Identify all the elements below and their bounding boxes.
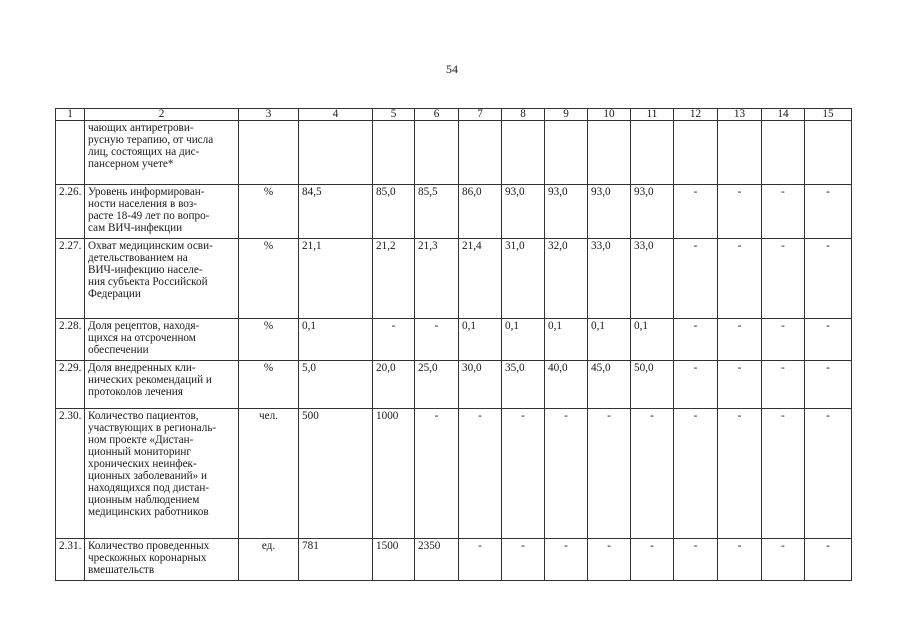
- header-cell: 4: [299, 109, 373, 121]
- value-cell: 500: [299, 409, 373, 539]
- value-cell: -: [588, 539, 631, 581]
- value-cell: 33,0: [631, 239, 674, 319]
- value-cell: -: [674, 361, 718, 409]
- unit-cell: ед.: [239, 539, 299, 581]
- value-cell: -: [674, 239, 718, 319]
- value-cell: -: [674, 185, 718, 239]
- indicator-name-line: Уровень информирован-: [88, 186, 205, 198]
- row-id: [56, 121, 85, 185]
- value-cell: [415, 121, 459, 185]
- value-cell: 86,0: [459, 185, 502, 239]
- value-cell: 32,0: [545, 239, 588, 319]
- value-cell: -: [762, 239, 805, 319]
- header-cell: 9: [545, 109, 588, 121]
- indicator-name-line: сам ВИЧ-инфекции: [88, 222, 183, 234]
- unit-cell: %: [239, 361, 299, 409]
- indicator-name-line: расте 18-49 лет по вопро-: [88, 210, 210, 222]
- indicator-name-line: обеспечении: [88, 344, 149, 356]
- value-cell: 21,3: [415, 239, 459, 319]
- header-cell: 2: [85, 109, 239, 121]
- value-cell: [718, 121, 762, 185]
- value-cell: -: [373, 319, 415, 361]
- value-cell: 33,0: [588, 239, 631, 319]
- value-cell: [299, 121, 373, 185]
- table-row: [56, 121, 852, 185]
- unit-cell: %: [239, 239, 299, 319]
- indicator-name: [85, 121, 239, 185]
- header-cell: 12: [674, 109, 718, 121]
- value-cell: [459, 121, 502, 185]
- header-cell: 5: [373, 109, 415, 121]
- indicator-name-line: детельствованием на: [88, 252, 188, 264]
- indicator-name-line: лиц, состоящих на дис-: [88, 146, 200, 158]
- value-cell: -: [545, 409, 588, 539]
- indicator-name: [85, 539, 239, 581]
- indicator-name-line: Количество проведенных: [88, 540, 210, 552]
- value-cell: -: [459, 409, 502, 539]
- value-cell: 5,0: [299, 361, 373, 409]
- value-cell: [373, 121, 415, 185]
- indicator-name-line: ности населения в воз-: [88, 198, 198, 210]
- value-cell: -: [718, 539, 762, 581]
- indicator-name-line: чрескожных коронарных: [88, 552, 207, 564]
- value-cell: [762, 121, 805, 185]
- value-cell: 0,1: [631, 319, 674, 361]
- table-row: [56, 361, 852, 409]
- row-id: 2.26.: [56, 185, 85, 239]
- value-cell: -: [762, 539, 805, 581]
- value-cell: 84,5: [299, 185, 373, 239]
- indicator-name-line: щихся на отсроченном: [88, 332, 196, 344]
- header-cell: 3: [239, 109, 299, 121]
- value-cell: 21,4: [459, 239, 502, 319]
- indicator-name-line: вмешательств: [88, 564, 155, 576]
- value-cell: 25,0: [415, 361, 459, 409]
- indicator-name-line: ном проекте «Дистан-: [88, 434, 194, 446]
- value-cell: 0,1: [299, 319, 373, 361]
- value-cell: -: [502, 409, 545, 539]
- indicator-name-line: Охват медицинским осви-: [88, 240, 213, 252]
- row-id: 2.30.: [56, 409, 85, 539]
- value-cell: -: [718, 239, 762, 319]
- header-cell: 6: [415, 109, 459, 121]
- page-number: 54: [446, 62, 458, 76]
- indicator-name-line: Федерации: [88, 288, 141, 300]
- value-cell: 21,1: [299, 239, 373, 319]
- value-cell: [588, 121, 631, 185]
- value-cell: -: [718, 185, 762, 239]
- indicator-name: [85, 409, 239, 539]
- indicator-name-line: участвующих в региональ-: [88, 422, 217, 434]
- header-cell: 11: [631, 109, 674, 121]
- value-cell: -: [762, 185, 805, 239]
- value-cell: [502, 121, 545, 185]
- header-cell: 15: [805, 109, 852, 121]
- indicators-table: [55, 108, 852, 581]
- table-row: [56, 319, 852, 361]
- row-id: 2.29.: [56, 361, 85, 409]
- indicator-name-line: Доля рецептов, находя-: [88, 320, 200, 332]
- indicator-name-line: пансерном учете*: [88, 158, 174, 170]
- value-cell: -: [762, 409, 805, 539]
- header-cell: 13: [718, 109, 762, 121]
- value-cell: 85,0: [373, 185, 415, 239]
- value-cell: -: [762, 319, 805, 361]
- unit-cell: %: [239, 185, 299, 239]
- value-cell: -: [805, 409, 852, 539]
- header-cell: 10: [588, 109, 631, 121]
- value-cell: -: [674, 409, 718, 539]
- value-cell: 30,0: [459, 361, 502, 409]
- value-cell: -: [502, 539, 545, 581]
- value-cell: -: [805, 239, 852, 319]
- indicator-name-line: протоколов лечения: [88, 386, 183, 398]
- value-cell: 781: [299, 539, 373, 581]
- value-cell: -: [805, 185, 852, 239]
- value-cell: -: [805, 319, 852, 361]
- value-cell: -: [415, 409, 459, 539]
- value-cell: -: [545, 539, 588, 581]
- value-cell: 35,0: [502, 361, 545, 409]
- row-id: 2.28.: [56, 319, 85, 361]
- value-cell: [545, 121, 588, 185]
- row-id: 2.27.: [56, 239, 85, 319]
- indicator-name-line: чающих антиретрови-: [88, 122, 194, 134]
- indicator-name-line: хронических неинфек-: [88, 458, 197, 470]
- value-cell: -: [631, 539, 674, 581]
- value-cell: 0,1: [588, 319, 631, 361]
- indicator-name-line: ционный мониторинг: [88, 446, 191, 458]
- table-row: [56, 539, 852, 581]
- indicator-name: [85, 319, 239, 361]
- value-cell: -: [718, 319, 762, 361]
- indicator-name-line: ния субъекта Российской: [88, 276, 208, 288]
- unit-cell: чел.: [239, 409, 299, 539]
- value-cell: 93,0: [502, 185, 545, 239]
- value-cell: 21,2: [373, 239, 415, 319]
- value-cell: 40,0: [545, 361, 588, 409]
- header-cell: 14: [762, 109, 805, 121]
- header-cell: 7: [459, 109, 502, 121]
- unit-cell: [239, 121, 299, 185]
- value-cell: -: [588, 409, 631, 539]
- value-cell: 2350: [415, 539, 459, 581]
- value-cell: [631, 121, 674, 185]
- table-row: [56, 185, 852, 239]
- row-id: 2.31.: [56, 539, 85, 581]
- value-cell: 0,1: [502, 319, 545, 361]
- value-cell: 93,0: [588, 185, 631, 239]
- value-cell: [674, 121, 718, 185]
- value-cell: 45,0: [588, 361, 631, 409]
- value-cell: 1000: [373, 409, 415, 539]
- value-cell: -: [674, 539, 718, 581]
- value-cell: -: [674, 319, 718, 361]
- header-cell: 8: [502, 109, 545, 121]
- value-cell: 50,0: [631, 361, 674, 409]
- value-cell: -: [415, 319, 459, 361]
- value-cell: 1500: [373, 539, 415, 581]
- header-row: [56, 109, 852, 121]
- value-cell: -: [718, 361, 762, 409]
- value-cell: -: [762, 361, 805, 409]
- value-cell: [805, 121, 852, 185]
- value-cell: 93,0: [631, 185, 674, 239]
- value-cell: 0,1: [545, 319, 588, 361]
- table-row: [56, 239, 852, 319]
- indicator-name-line: ционным наблюдением: [88, 494, 200, 506]
- value-cell: -: [805, 361, 852, 409]
- value-cell: 0,1: [459, 319, 502, 361]
- value-cell: 31,0: [502, 239, 545, 319]
- value-cell: -: [718, 409, 762, 539]
- value-cell: 93,0: [545, 185, 588, 239]
- value-cell: 20,0: [373, 361, 415, 409]
- value-cell: -: [631, 409, 674, 539]
- value-cell: -: [459, 539, 502, 581]
- indicator-name-line: Количество пациентов,: [88, 410, 199, 422]
- indicator-name: [85, 239, 239, 319]
- indicator-name-line: нических рекомендаций и: [88, 374, 212, 386]
- indicator-name-line: ционных заболеваний» и: [88, 470, 207, 482]
- table-row: [56, 409, 852, 539]
- header-cell: 1: [56, 109, 85, 121]
- value-cell: -: [805, 539, 852, 581]
- unit-cell: %: [239, 319, 299, 361]
- indicator-name-line: русную терапию, от числа: [88, 134, 214, 146]
- indicator-name-line: ВИЧ-инфекцию населе-: [88, 264, 203, 276]
- indicator-name: [85, 361, 239, 409]
- indicator-name-line: Доля внедренных кли-: [88, 362, 196, 374]
- value-cell: 85,5: [415, 185, 459, 239]
- indicator-name: [85, 185, 239, 239]
- indicator-name-line: находящихся под дистан-: [88, 482, 210, 494]
- indicator-name-line: медицинских работников: [88, 506, 209, 518]
